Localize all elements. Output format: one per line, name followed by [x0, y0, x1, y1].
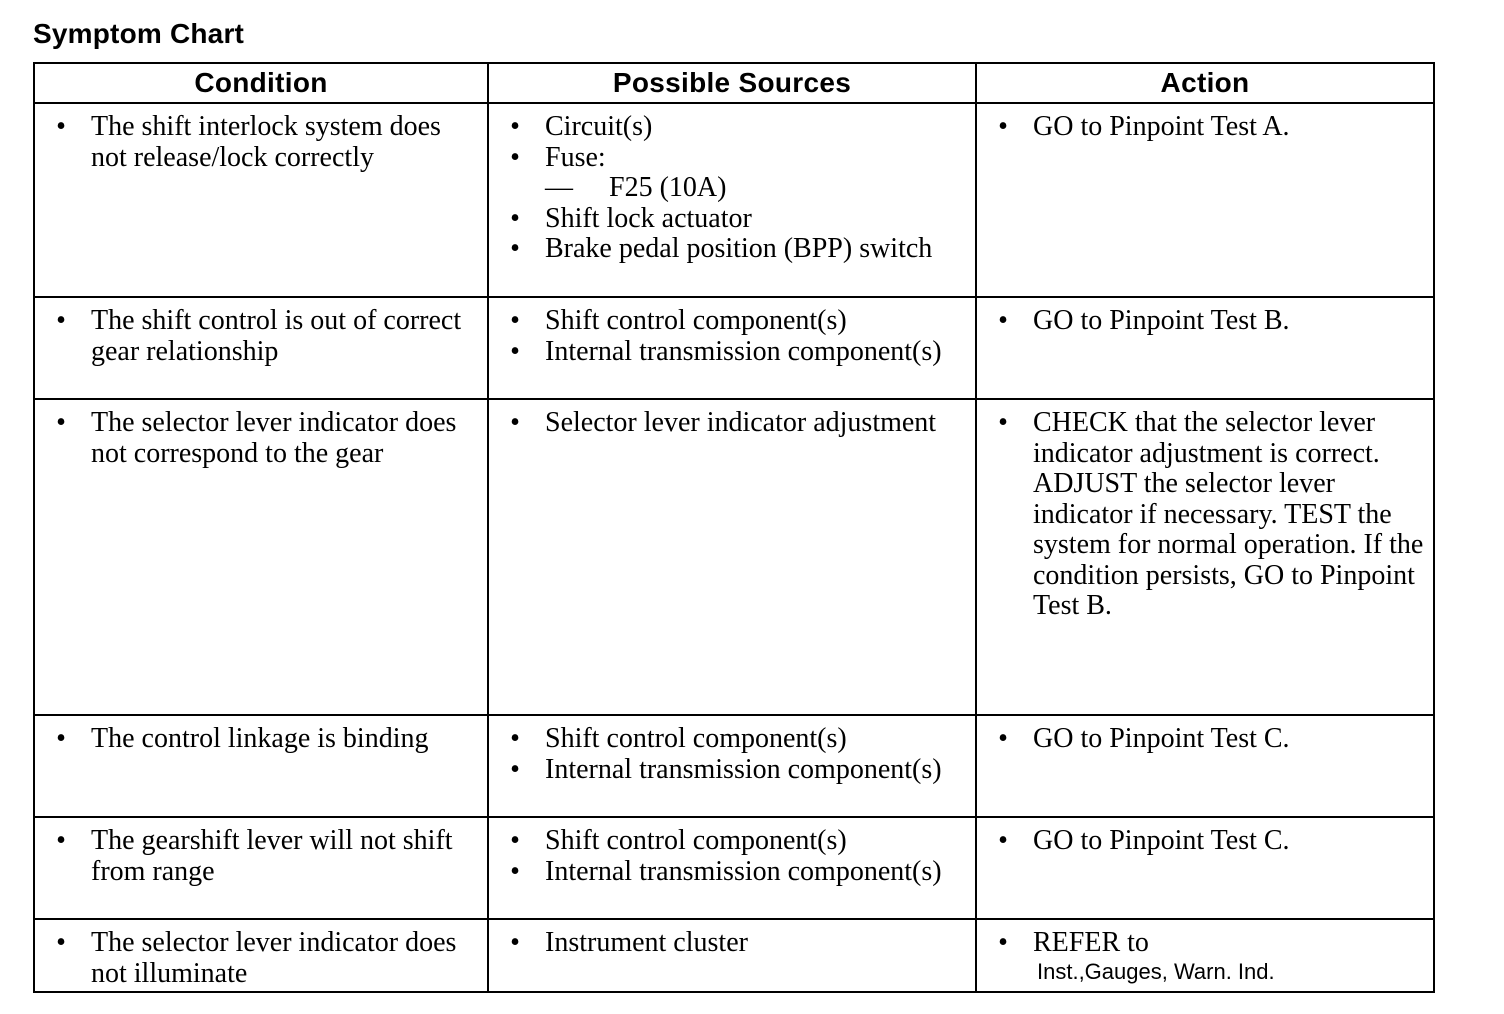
action-text: GO to Pinpoint Test B. — [1033, 305, 1290, 336]
action-cell — [976, 103, 1434, 297]
action-cell — [976, 715, 1434, 817]
source-text: Circuit(s) — [545, 111, 653, 142]
table-row — [34, 715, 1434, 817]
sources-cell — [488, 297, 976, 399]
condition-cell — [34, 399, 488, 715]
list-item — [489, 755, 967, 786]
table-row — [34, 817, 1434, 919]
source-text: Fuse: — [545, 141, 606, 173]
list-item — [977, 408, 1425, 469]
list-item — [35, 306, 479, 367]
bullet-icon: • — [56, 305, 66, 336]
bullet-icon: • — [998, 927, 1008, 958]
bullet-icon: • — [56, 723, 66, 754]
table-header-row — [34, 63, 1434, 103]
action-text: CHECK that the selector lever indicator adjustment is correct. — [1033, 407, 1380, 469]
reference-link-text: Inst.,Gauges, Warn. Ind. — [1037, 958, 1275, 984]
table-row — [34, 297, 1434, 399]
condition-text: The selector lever indicator does not correspond to the gear — [91, 407, 457, 469]
action-text: GO to Pinpoint Test C. — [1033, 723, 1290, 754]
list-item — [489, 306, 967, 337]
list-item — [35, 408, 479, 469]
bullet-icon: • — [510, 825, 520, 856]
sources-cell — [488, 715, 976, 817]
source-text: F25 (10A) — [609, 172, 727, 203]
bullet-icon: • — [510, 305, 520, 336]
bullet-icon: • — [510, 723, 520, 754]
condition-text: The shift control is out of correct gear relationship — [91, 305, 462, 367]
source-text: Internal transmission component(s) — [545, 335, 942, 367]
condition-text: The selector lever indicator does not illuminate — [91, 927, 457, 989]
bullet-icon: • — [510, 202, 520, 234]
list-item — [489, 408, 967, 439]
condition-text: The control linkage is binding — [91, 723, 429, 754]
list-item — [489, 337, 967, 368]
source-text: Shift control component(s) — [545, 825, 847, 856]
list-item — [35, 112, 479, 173]
source-text: Shift lock actuator — [545, 202, 752, 234]
list-item — [489, 928, 967, 959]
source-text: Selector lever indicator adjustment — [545, 407, 937, 438]
bullet-icon: • — [510, 335, 520, 367]
bullet-icon: • — [56, 927, 66, 958]
bullet-icon: • — [510, 927, 520, 958]
symptom-chart-table — [33, 62, 1435, 993]
bullet-icon: • — [56, 825, 66, 856]
condition-cell — [34, 817, 488, 919]
list-item — [489, 112, 967, 143]
sources-cell — [488, 817, 976, 919]
source-text: Internal transmission component(s) — [545, 855, 942, 887]
bullet-icon: • — [510, 233, 520, 264]
condition-cell — [34, 715, 488, 817]
list-item — [977, 826, 1425, 857]
sources-cell — [488, 399, 976, 715]
condition-text: The gearshift lever will not shift from range — [91, 825, 453, 887]
bullet-icon: • — [56, 111, 66, 142]
list-item — [977, 928, 1425, 959]
source-text: Shift control component(s) — [545, 723, 847, 754]
bullet-icon: • — [998, 407, 1008, 438]
action-text: GO to Pinpoint Test C. — [1033, 825, 1290, 856]
bullet-icon: • — [510, 111, 520, 142]
action-cell — [976, 919, 1434, 992]
source-text: Brake pedal position (BPP) switch — [545, 233, 933, 264]
bullet-icon: • — [510, 753, 520, 785]
header-action: Action — [976, 63, 1434, 103]
bullet-icon: • — [998, 825, 1008, 856]
list-item — [977, 112, 1425, 143]
condition-cell — [34, 297, 488, 399]
source-text: Instrument cluster — [545, 927, 748, 958]
list-item — [489, 857, 967, 888]
page-title: Symptom Chart — [33, 18, 245, 49]
list-item — [489, 143, 967, 174]
list-item — [489, 234, 967, 265]
bullet-icon: • — [998, 305, 1008, 336]
action-paragraph: ADJUST the selector lever indicator if necessary. TEST the system for normal operation. If the condition persists, GO to Pinpoint Test B. — [1033, 468, 1424, 621]
list-item — [35, 928, 479, 989]
bullet-icon: • — [56, 407, 66, 438]
action-text: REFER to — [1033, 927, 1149, 958]
list-item — [35, 826, 479, 887]
sources-cell — [488, 919, 976, 992]
action-text: GO to Pinpoint Test A. — [1033, 111, 1290, 142]
source-text: Shift control component(s) — [545, 305, 847, 336]
header-condition: Condition — [34, 63, 488, 103]
bullet-icon: • — [510, 855, 520, 887]
condition-cell — [34, 919, 488, 992]
bullet-icon: • — [510, 407, 520, 438]
list-item — [977, 724, 1425, 755]
condition-text: The shift interlock system does not release/lock correctly — [91, 111, 441, 173]
sub-list-item — [489, 173, 967, 204]
bullet-icon: • — [998, 723, 1008, 754]
bullet-icon: • — [510, 141, 520, 173]
sources-cell — [488, 103, 976, 297]
table-row — [34, 919, 1434, 992]
source-text: Internal transmission component(s) — [545, 753, 942, 785]
list-item — [35, 724, 479, 755]
action-cell — [976, 399, 1434, 715]
condition-cell — [34, 103, 488, 297]
list-item — [489, 204, 967, 235]
bullet-icon: • — [998, 111, 1008, 142]
list-item — [489, 826, 967, 857]
dash-icon: — — [545, 172, 573, 203]
table-row — [34, 399, 1434, 715]
action-cell — [976, 297, 1434, 399]
list-item — [977, 306, 1425, 337]
list-item — [489, 724, 967, 755]
action-cell — [976, 817, 1434, 919]
header-possible-sources: Possible Sources — [488, 63, 976, 103]
table-row — [34, 103, 1434, 297]
